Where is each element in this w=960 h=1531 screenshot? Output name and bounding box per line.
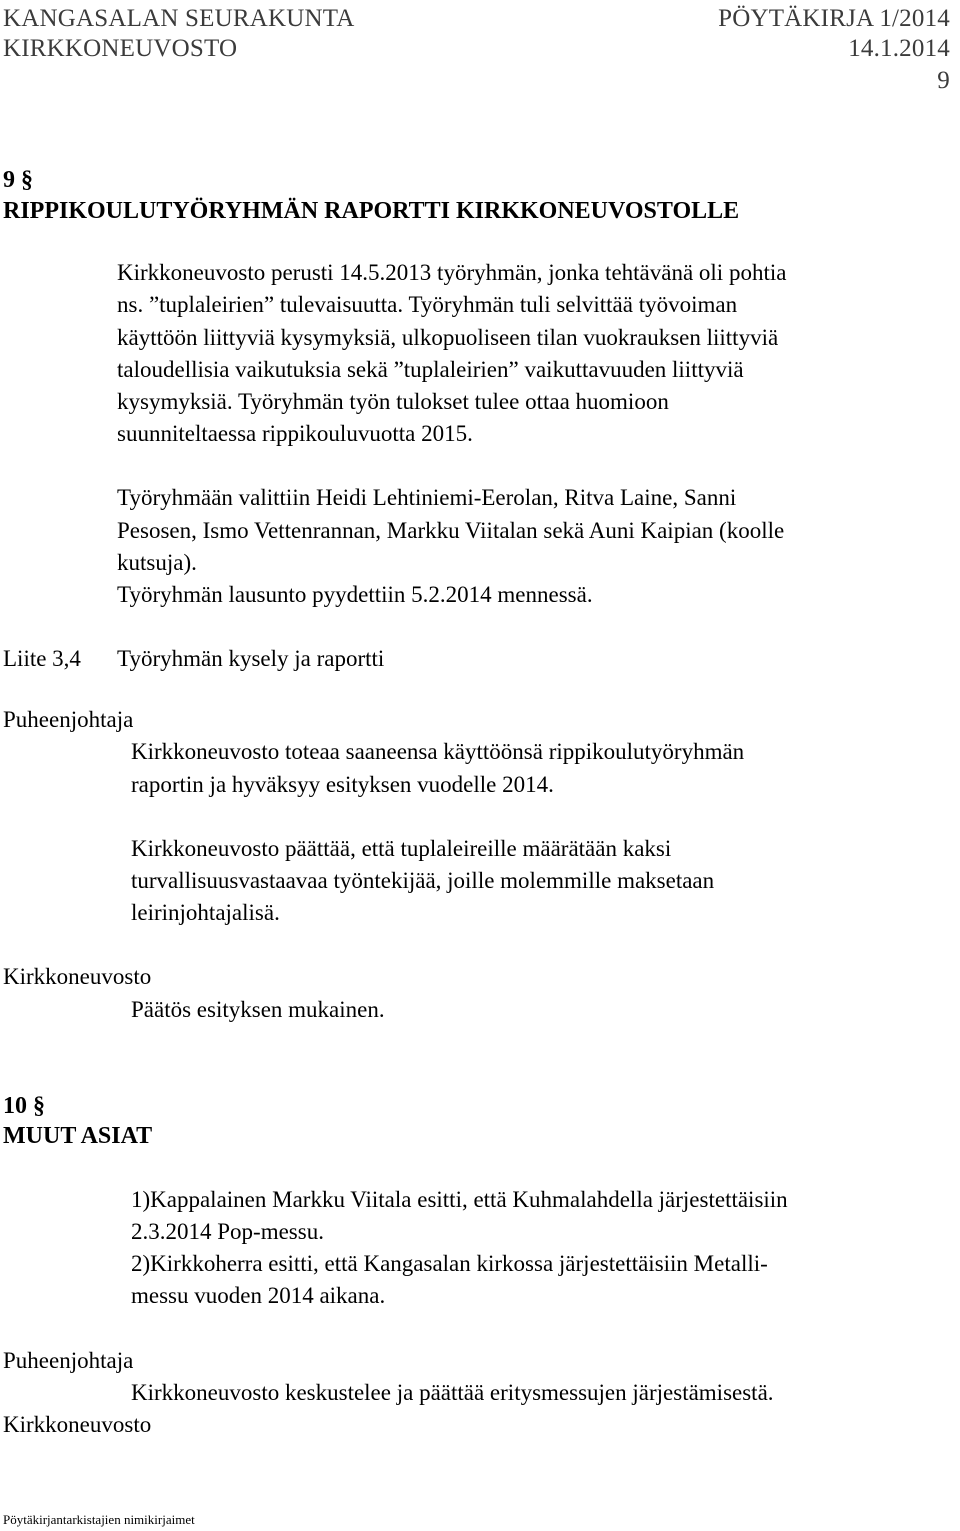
attachment-text: Työryhmän kysely ja raportti: [117, 646, 385, 671]
item-line: messu vuoden 2014 aikana.: [131, 1283, 386, 1308]
council-label: Kirkkoneuvosto: [3, 964, 152, 989]
item-line: 2.3.2014 Pop-messu.: [131, 1219, 324, 1244]
council-label: Kirkkoneuvosto: [3, 1412, 152, 1437]
proposal-line: Kirkkoneuvosto toteaa saaneensa käyttöönsä rippikoulutyöryhmän: [131, 739, 745, 764]
section-9-title: RIPPIKOULUTYÖRYHMÄN RAPORTTI KIRKKONEUVOSTOLLE: [3, 198, 740, 224]
paragraph-line: Työryhmän lausunto pyydettiin 5.2.2014 mennessä.: [117, 582, 593, 607]
proposal-line: turvallisuusvastaavaa työntekijää, joille molemmille maksetaan: [131, 868, 715, 893]
paragraph-line: Pesosen, Ismo Vettenrannan, Markku Viitalan sekä Auni Kaipian (koolle: [117, 518, 785, 543]
chair-label: Puheenjohtaja: [3, 707, 134, 732]
paragraph-line: suunniteltaessa rippikouluvuotta 2015.: [117, 421, 473, 446]
header-org: KANGASALAN SEURAKUNTA: [3, 5, 355, 32]
paragraph-line: ns. ”tuplaleirien” tulevaisuutta. Työryhmän tuli selvittää työvoiman: [117, 292, 738, 317]
section-10-number: 10 §: [3, 1093, 45, 1119]
paragraph-line: käyttöön liittyviä kysymyksiä, ulkopuoliseen tilan vuokrauksen liittyviä: [117, 325, 779, 350]
paragraph-line: kutsuja).: [117, 550, 197, 575]
chair-label: Puheenjohtaja: [3, 1348, 134, 1373]
paragraph-line: kysymyksiä. Työryhmän työn tulokset tulee ottaa huomioon: [117, 389, 669, 414]
proposal-line: leirinjohtajalisä.: [131, 900, 280, 925]
signature-initials-label: Pöytäkirjantarkistajien nimikirjaimet: [3, 1512, 195, 1527]
decision-text: Päätös esityksen mukainen.: [131, 997, 385, 1022]
header-date: 14.1.2014: [848, 35, 950, 62]
paragraph-line: Työryhmään valittiin Heidi Lehtiniemi-Eerolan, Ritva Laine, Sanni: [117, 485, 737, 510]
header-doc-title: PÖYTÄKIRJA 1/2014: [718, 5, 950, 32]
section-10-title: MUUT ASIAT: [3, 1123, 153, 1149]
page-number: 9: [937, 67, 950, 94]
item-line: 1)Kappalainen Markku Viitala esitti, että Kuhmalahdella järjestettäisiin: [131, 1187, 788, 1212]
proposal-line: raportin ja hyväksyy esityksen vuodelle 2014.: [131, 772, 554, 797]
paragraph-line: Kirkkoneuvosto perusti 14.5.2013 työryhmän, jonka tehtävänä oli pohtia: [117, 260, 787, 285]
section-9-number: 9 §: [3, 167, 33, 193]
header-body: KIRKKONEUVOSTO: [3, 35, 238, 62]
attachment-label: Liite 3,4: [3, 646, 81, 671]
proposal-line: Kirkkoneuvosto päättää, että tuplaleireille määrätään kaksi: [131, 836, 672, 861]
proposal-text: Kirkkoneuvosto keskustelee ja päättää eritysmessujen järjestämisestä.: [131, 1380, 774, 1405]
paragraph-line: taloudellisia vaikutuksia sekä ”tuplaleirien” vaikuttavuuden liittyviä: [117, 357, 744, 382]
item-line: 2)Kirkkoherra esitti, että Kangasalan kirkossa järjestettäisiin Metalli-: [131, 1251, 768, 1276]
